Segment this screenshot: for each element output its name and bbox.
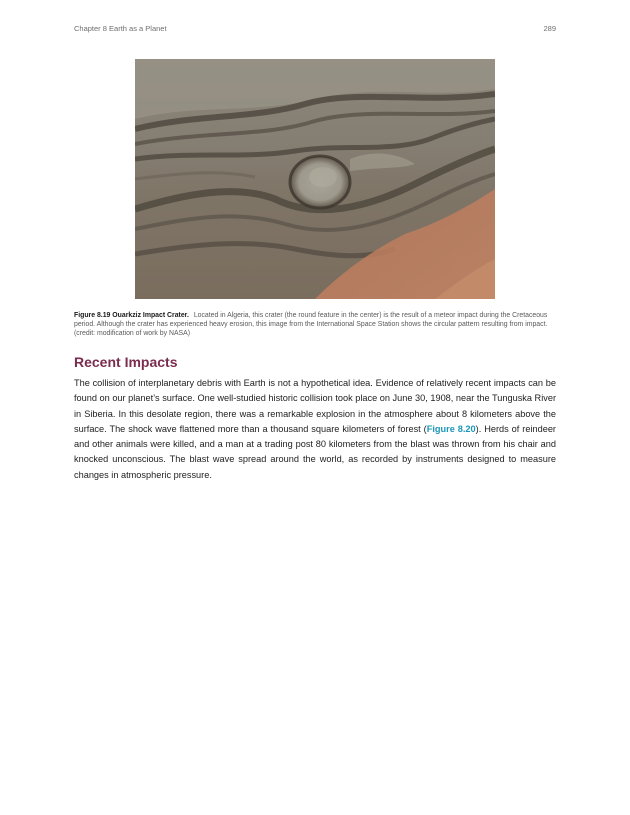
- section-heading: Recent Impacts: [74, 354, 178, 370]
- figure-8-20-link[interactable]: Figure 8.20: [426, 423, 476, 434]
- page-number: 289: [543, 24, 556, 33]
- figure-label: Figure 8.19 Ouarkziz Impact Crater.: [74, 312, 189, 319]
- figure-caption-text: Located in Algeria, this crater (the round feature in the center) is the result of a meteor impact during the Cretaceous period. Although the crater has experienced heavy erosion, this image from the International Space Station shows the circular pattern resulting from impact. (credit: modification of work by NASA): [74, 312, 548, 337]
- paragraph-text-part1: The collision of interplanetary debris with Earth is not a hypothetical idea. Evidence of relatively recent impacts can be found on our planet’s surface. One well-studied historic collision took place on June 30, 1908, near the Tunguska River in Siberia. In this desolate region, there was a remarkable explosion in the atmosphere about 8 kilometers above the surface. The shock wave flattened more than a thousand square kilometers of forest (: [74, 378, 556, 434]
- running-header: [74, 24, 556, 36]
- figure-caption: [74, 311, 560, 338]
- paragraph-text-part2: ). Herds of reindeer and other animals were killed, and a man at a trading post 80 kilometers from the blast was thrown from his chair and knocked unconscious. The blast wave spread around the world, as recorded by instruments designed to measure changes in atmospheric pressure.: [74, 423, 556, 480]
- crater-satellite-photo: [135, 59, 495, 299]
- chapter-title: Chapter 8 Earth as a Planet: [74, 24, 167, 33]
- body-paragraph: [74, 376, 556, 483]
